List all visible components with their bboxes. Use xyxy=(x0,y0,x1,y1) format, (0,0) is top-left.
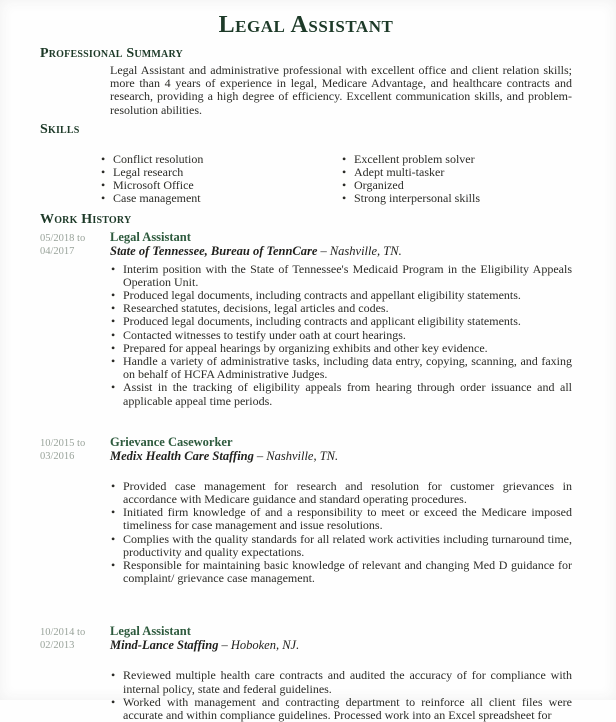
job-dates xyxy=(40,435,110,586)
job-duty: • Worked with management and contracting department to reinforce all client files were accurate and within compliance guidelines. Processed work into an Excel spreadsheet for xyxy=(110,696,572,722)
job-title: Legal Assistant xyxy=(110,624,191,639)
job-company-line xyxy=(110,449,572,463)
skills-list-left xyxy=(100,153,341,206)
job-duty: • Handle a variety of administrative tasks, including data entry, copying, scanning, and faxing on behalf of HCFA Administrative Judges. xyxy=(110,355,572,381)
skills-columns xyxy=(40,153,572,206)
skill-item: • Organized xyxy=(341,179,572,192)
job-duty: • Prepared for appeal hearings by organizing exhibits and other key evidence. xyxy=(110,342,572,355)
skills-list-right xyxy=(341,153,572,206)
skill-item: • Conflict resolution xyxy=(100,153,341,166)
job-entry xyxy=(40,230,572,408)
job-company-line xyxy=(110,638,572,652)
skills-heading: Skills xyxy=(40,121,80,137)
job-duty: • Initiated firm knowledge of and a responsibility to meet or exceed the Medicare imposed timeliness for case management and issue resolutions. xyxy=(110,506,572,532)
job-duty: • Contacted witnesses to testify under oath at court hearings. xyxy=(110,329,572,342)
job-dates xyxy=(40,624,110,722)
job-duties-list xyxy=(110,263,572,408)
summary-heading: Professional Summary xyxy=(40,46,183,61)
job-entry xyxy=(40,435,572,586)
job-title: Grievance Caseworker xyxy=(110,434,233,449)
job-body xyxy=(110,230,572,408)
job-duties-list xyxy=(110,480,572,586)
job-company: Medix Health Care Staffing xyxy=(110,448,254,463)
job-duty: • Complies with the quality standards for all related work activities including turnaround time, productivity and quality expectations. xyxy=(110,533,572,559)
skills-section xyxy=(40,122,572,206)
job-duty: • Responsible for maintaining basic knowledge of relevant and changing Med D guidance for complaint/ grievance case management. xyxy=(110,559,572,585)
job-date-start: 10/2014 to xyxy=(40,627,86,639)
job-entry xyxy=(40,624,572,722)
job-company-line xyxy=(110,244,572,258)
job-location: – Nashville, TN. xyxy=(320,243,402,258)
job-duty: • Researched statutes, decisions, legal articles and codes. xyxy=(110,302,572,315)
job-duties-list xyxy=(110,669,572,722)
job-body xyxy=(110,624,572,722)
job-duty: • Assist in the tracking of eligibility appeals from hearing through order issuance and all applicable appeal time periods. xyxy=(110,381,572,407)
skill-item: • Excellent problem solver xyxy=(341,153,572,166)
job-duty: • Interim position with the State of Tennessee's Medicaid Program in the Eligibility Appeals Operation Unit. xyxy=(110,263,572,289)
job-duty: • Provided case management for research and resolution for customer grievances in accordance with Medicare guidance and standard operating procedures. xyxy=(110,480,572,506)
skill-item: • Strong interpersonal skills xyxy=(341,192,572,205)
job-location: – Nashville, TN. xyxy=(256,448,339,463)
skill-item: • Adept multi-tasker xyxy=(341,166,572,179)
page-title: Legal Assistant xyxy=(218,12,394,38)
job-date-start: 05/2018 to xyxy=(40,232,86,244)
job-duty: • Produced legal documents, including contracts and appellant eligibility statements. xyxy=(110,289,572,302)
job-title: Legal Assistant xyxy=(110,229,191,244)
job-date-end: 02/2013 xyxy=(40,640,75,652)
skill-item: • Legal research xyxy=(100,166,341,179)
job-company: State of Tennessee, Bureau of TennCare xyxy=(110,243,318,258)
work-history-section xyxy=(40,212,572,722)
job-date-end: 03/2016 xyxy=(40,450,75,462)
summary-section xyxy=(40,46,572,117)
job-location: – Hoboken, NJ. xyxy=(221,638,300,653)
job-dates xyxy=(40,230,110,408)
job-body xyxy=(110,435,572,586)
job-duty: • Reviewed multiple health care contracts and audited the accuracy of for compliance with internal policy, state and federal guidelines. xyxy=(110,669,572,695)
summary-text: Legal Assistant and administrative professional with excellent office and client relation skills; more than 4 years of experience in legal, Medicare Advantage, and healthcare contracts and research, providing a high degree of efficiency. Excellent communication skills, and problem-resolution abilities. xyxy=(110,63,572,117)
skill-item: • Case management xyxy=(100,192,341,205)
work-history-heading: Work History xyxy=(40,211,132,227)
job-duty: • Produced legal documents, including contracts and applicant eligibility statements. xyxy=(110,315,572,328)
job-date-end: 04/2017 xyxy=(40,245,75,257)
job-date-start: 10/2015 to xyxy=(40,437,86,449)
job-company: Mind-Lance Staffing xyxy=(110,638,219,653)
skill-item: • Microsoft Office xyxy=(100,179,341,192)
